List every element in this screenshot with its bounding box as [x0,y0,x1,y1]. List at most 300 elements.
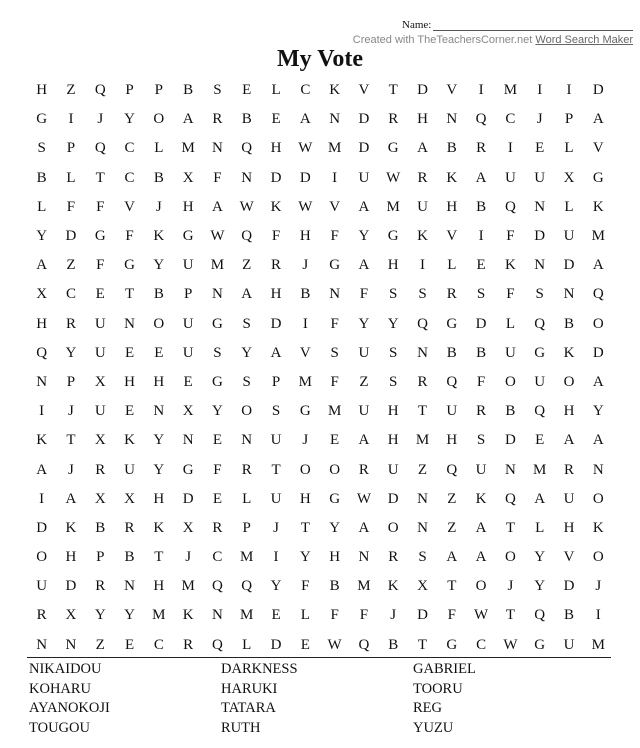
grid-letter: A [592,432,604,449]
grid-letter: W [327,636,342,653]
word-list-item: TATARA [221,700,276,716]
grid-letter: L [154,140,164,157]
grid-letter: Z [447,519,457,536]
grid-letter: Q [504,490,516,507]
word-list-item: GABRIEL [413,661,476,677]
grid-letter: J [273,519,279,536]
grid-letter: S [389,286,398,303]
name-label: Name: [402,19,432,31]
grid-letter: Y [241,344,253,361]
grid-letter: X [65,607,77,624]
grid-letter: G [212,373,223,390]
grid-letter: R [388,111,399,128]
grid-letter: X [182,519,194,536]
grid-letter: U [36,578,48,595]
grid-letter: H [387,257,399,274]
grid-letter: B [446,344,457,361]
grid-letter: D [592,344,604,361]
grid-letter: M [327,403,342,420]
grid-letter: V [358,82,370,99]
grid-letter: N [65,636,77,653]
grid-letter: D [504,432,516,449]
word-list-item: TOORU [413,680,463,697]
grid-letter: Q [241,578,253,595]
grid-letter: Y [534,578,546,595]
grid-letter: F [330,315,339,332]
grid-letter: C [124,169,135,186]
grid-letter: H [36,82,48,99]
grid-letter: G [182,461,194,478]
grid-letter: A [592,111,604,128]
grid-letter: D [563,578,575,595]
grid-letter: N [563,286,575,303]
grid-letter: Q [212,578,223,595]
grid-letter: J [185,549,192,566]
grid-letter: Y [270,578,282,595]
grid-letter: I [537,82,543,99]
grid-letter: P [154,82,163,99]
word-list-item: REG [413,700,442,716]
grid-letter: Q [94,82,106,99]
grid-letter: I [595,607,601,624]
grid-letter: A [358,432,370,449]
grid-letter: K [329,82,341,99]
grid-letter: A [592,373,604,390]
grid-letter: E [300,636,310,653]
grid-letter: D [358,111,370,128]
grid-letter: Y [153,257,165,274]
grid-letter: H [563,519,575,536]
grid-letter: Q [241,228,253,245]
grid-letter: U [504,169,516,186]
grid-letter: N [124,315,135,332]
word-list-item: DARKNESS [221,661,298,677]
grid-letter: A [241,286,253,303]
grid-letter: H [446,198,458,215]
grid-letter: I [273,549,279,566]
letter-grid [27,76,613,660]
grid-letter: G [387,228,399,245]
grid-letter: X [563,169,575,186]
grid-letter: L [242,490,252,507]
grid-letter: L [447,257,457,274]
grid-letter: E [124,636,135,653]
grid-letter: Q [592,286,604,303]
grid-letter: C [300,82,311,99]
grid-letter: E [212,490,223,507]
grid-letter: X [36,286,48,303]
grid-letter: R [476,140,487,157]
grid-letter: H [299,228,311,245]
grid-letter: O [592,549,604,566]
grid-letter: M [181,140,195,157]
grid-letter: U [534,169,546,186]
grid-letter: N [358,549,370,566]
grid-letter: M [533,461,547,478]
grid-letter: F [506,228,515,245]
grid-letter: M [357,578,371,595]
grid-letter: E [183,373,193,390]
grid-letter: Z [242,257,252,274]
word-search-maker-link[interactable]: Word Search Maker [535,34,633,46]
grid-letter: A [475,519,487,536]
grid-letter: X [94,490,106,507]
grid-letter: Y [153,432,165,449]
grid-letter: W [210,228,225,245]
grid-letter: G [212,315,223,332]
grid-letter: J [97,111,104,128]
grid-letter: P [66,140,76,157]
grid-letter: U [182,257,194,274]
grid-letter: G [299,403,311,420]
grid-letter: T [95,169,105,186]
grid-letter: B [446,140,457,157]
grid-letter: T [388,82,398,99]
grid-letter: Y [387,315,399,332]
grid-letter: D [592,82,604,99]
grid-letter: Z [359,373,369,390]
grid-letter: Q [358,636,370,653]
grid-letter: A [475,549,487,566]
grid-letter: L [242,636,252,653]
grid-letter: Q [446,461,458,478]
grid-letter: R [271,257,282,274]
grid-letter: O [153,111,165,128]
grid-letter: X [182,403,194,420]
grid-letter: D [65,578,77,595]
grid-letter: M [591,228,605,245]
grid-letter: N [417,344,428,361]
grid-letter: D [299,169,311,186]
grid-letter: W [298,140,313,157]
grid-letter: I [68,111,74,128]
grid-letter: K [182,607,194,624]
grid-letter: Y [329,519,341,536]
grid-letter: I [39,490,45,507]
grid-letter: G [446,315,458,332]
grid-letter: D [417,607,428,624]
grid-letter: V [446,228,458,245]
grid-letter: E [242,82,252,99]
grid-letter: R [388,549,399,566]
grid-letter: J [302,432,309,449]
grid-letter: N [446,111,458,128]
grid-letter: B [329,578,340,595]
grid-letter: J [68,461,74,478]
grid-letter: H [153,490,165,507]
grid-letter: G [182,228,194,245]
grid-letter: B [124,549,135,566]
grid-letter: T [505,607,515,624]
grid-letter: R [358,461,369,478]
grid-letter: F [301,578,310,595]
grid-letter: A [592,257,604,274]
grid-letter: M [503,82,518,99]
grid-letter: S [389,344,398,361]
grid-letter: H [387,403,399,420]
grid-letter: G [36,111,48,128]
grid-letter: E [124,403,135,420]
grid-letter: R [241,461,252,478]
grid-letter: O [475,578,487,595]
grid-letter: T [66,432,76,449]
grid-letter: M [240,549,254,566]
grid-letter: H [124,373,135,390]
grid-letter: V [299,344,311,361]
grid-letter: B [476,344,487,361]
grid-letter: J [155,198,162,215]
grid-letter: U [94,344,106,361]
grid-letter: S [476,286,486,303]
grid-letter: U [358,169,370,186]
grid-letter: Y [65,344,77,361]
grid-letter: Y [592,403,604,420]
grid-letter: M [327,140,342,157]
grid-letter: I [39,403,45,420]
grid-letter: F [96,198,105,215]
grid-letter: P [242,519,251,536]
word-list-item: YUZU [413,719,454,736]
grid-letter: H [270,286,282,303]
grid-letter: K [563,344,575,361]
grid-letter: T [124,286,135,303]
grid-letter: O [504,373,516,390]
grid-letter: D [563,257,575,274]
grid-letter: N [534,257,546,274]
grid-letter: I [302,315,308,332]
grid-letter: B [505,403,516,420]
grid-letter: K [65,519,77,536]
grid-letter: K [446,169,458,186]
grid-letter: Y [94,607,106,624]
word-list-item: AYANOKOJI [29,700,110,716]
grid-letter: N [417,490,428,507]
grid-letter: W [298,198,313,215]
grid-letter: S [535,286,544,303]
grid-letter: B [153,286,164,303]
grid-letter: N [241,432,253,449]
grid-letter: A [212,198,223,215]
grid-letter: Q [94,140,106,157]
grid-letter: K [153,519,165,536]
grid-letter: W [386,169,401,186]
grid-letter: G [534,344,546,361]
grid-letter: Y [124,111,135,128]
grid-letter: S [418,286,427,303]
grid-letter: F [330,607,339,624]
grid-letter: D [534,228,546,245]
grid-letter: I [478,228,484,245]
grid-letter: C [65,286,76,303]
grid-letter: D [387,490,399,507]
grid-letter: N [329,286,341,303]
grid-letter: E [124,344,135,361]
grid-letter: N [212,140,223,157]
grid-letter: M [210,257,225,274]
grid-letter: R [124,519,135,536]
grid-letter: B [95,519,106,536]
grid-letter: F [447,607,456,624]
grid-letter: S [476,432,486,449]
grid-letter: N [212,286,223,303]
grid-letter: Q [446,373,458,390]
grid-letter: X [94,373,106,390]
grid-letter: U [417,198,428,215]
grid-letter: R [417,373,428,390]
grid-letter: O [592,490,604,507]
grid-letter: Y [299,549,311,566]
grid-letter: H [36,315,48,332]
grid-letter: K [592,198,604,215]
grid-letter: C [124,140,135,157]
grid-letter: L [535,519,545,536]
grid-letter: U [387,461,399,478]
grid-letter: H [387,432,399,449]
grid-letter: U [358,344,370,361]
grid-letter: F [96,257,105,274]
grid-letter: K [36,432,48,449]
grid-letter: Y [212,403,223,420]
grid-letter: N [241,169,253,186]
grid-letter: E [271,111,281,128]
grid-letter: H [153,578,165,595]
grid-letter: O [36,549,48,566]
grid-letter: F [359,607,369,624]
grid-letter: A [270,344,282,361]
grid-letter: M [298,373,312,390]
grid-letter: H [153,373,165,390]
grid-letter: I [420,257,425,274]
grid-letter: F [271,228,281,245]
grid-letter: D [417,82,428,99]
grid-letter: U [94,403,106,420]
grid-letter: F [213,461,222,478]
grid-letter: Y [153,461,165,478]
name-underline [433,20,633,31]
grid-letter: C [505,111,516,128]
grid-letter: R [476,403,487,420]
grid-letter: V [446,82,458,99]
grid-letter: S [213,82,222,99]
grid-letter: O [504,549,516,566]
grid-letter: F [359,286,369,303]
grid-letter: R [563,461,574,478]
grid-letter: S [330,344,339,361]
grid-letter: N [153,403,165,420]
grid-letter: P [564,111,574,128]
word-list-item: RUTH [221,719,261,736]
credit-text: Created with TheTeachersCorner.net [352,34,536,46]
grid-letter: C [212,549,223,566]
grid-letter: Z [66,257,76,274]
grid-letter: B [153,169,164,186]
grid-letter: F [66,198,76,215]
grid-letter: A [182,111,194,128]
grid-letter: N [534,198,546,215]
grid-letter: P [66,373,76,390]
grid-letter: L [564,198,574,215]
grid-letter: Y [534,549,546,566]
grid-letter: S [242,315,251,332]
grid-letter: H [563,403,575,420]
credit-line [353,34,633,46]
grid-letter: E [476,257,486,274]
grid-letter: D [182,490,194,507]
grid-letter: D [270,169,282,186]
grid-letter: F [476,373,486,390]
grid-letter: L [37,198,47,215]
grid-letter: O [299,461,311,478]
grid-letter: V [592,140,604,157]
word-list-item: NIKAIDOU [29,661,102,677]
grid-letter: V [563,549,575,566]
grid-letter: I [332,169,338,186]
grid-letter: U [124,461,135,478]
grid-letter: Q [475,111,487,128]
grid-letter: D [270,315,282,332]
grid-letter: B [300,286,311,303]
grid-letter: K [387,578,399,595]
grid-letter: Y [124,607,135,624]
grid-letter: U [563,490,575,507]
grid-letter: E [330,432,340,449]
grid-letter: B [36,169,47,186]
grid-letter: T [154,549,164,566]
grid-letter: D [36,519,48,536]
grid-letter: F [213,169,222,186]
grid-letter: Q [504,198,516,215]
grid-letter: G [124,257,135,274]
grid-letter: R [183,636,194,653]
grid-letter: M [591,636,605,653]
grid-letter: M [415,432,430,449]
grid-letter: I [507,140,513,157]
grid-letter: M [152,607,166,624]
grid-letter: G [329,257,341,274]
grid-letter: N [36,373,48,390]
grid-letter: H [417,111,428,128]
grid-letter: H [182,198,194,215]
grid-letter: N [212,607,223,624]
grid-letter: U [504,344,516,361]
grid-letter: T [505,519,515,536]
grid-letter: N [182,432,194,449]
grid-letter: X [182,169,194,186]
grid-letter: U [358,403,370,420]
word-list [29,661,605,739]
grid-letter: F [330,228,339,245]
grid-letter: Z [447,490,457,507]
grid-letter: C [476,636,487,653]
grid-letter: G [94,228,106,245]
grid-letter: A [65,490,77,507]
grid-letter: N [504,461,516,478]
grid-letter: K [124,432,135,449]
grid-letter: K [504,257,516,274]
grid-letter: E [95,286,105,303]
grid-letter: A [358,519,370,536]
grid-letter: U [475,461,487,478]
grid-letter: O [329,461,341,478]
grid-letter: W [239,198,254,215]
grid-letter: R [65,315,76,332]
grid-letter: H [65,549,77,566]
grid-letter: X [124,490,135,507]
grid-letter: O [153,315,165,332]
grid-letter: Y [358,228,370,245]
grid-letter: A [36,461,48,478]
grid-letter: Y [358,315,370,332]
